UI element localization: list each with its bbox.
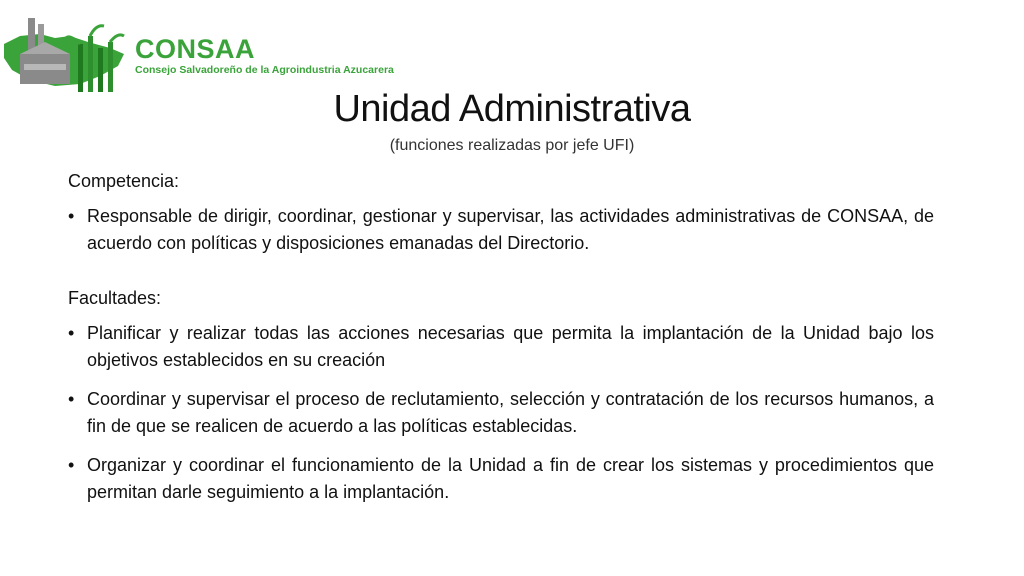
facultades-item: • Organizar y coordinar el funcionamiento de la Unidad a fin de crear los sistemas y procedimientos que permitan darle seguimiento a la implantación. <box>68 452 934 506</box>
facultades-item: • Coordinar y supervisar el proceso de reclutamiento, selección y contratación de los recursos humanos, a fin de que se realicen de acuerdo a las políticas establecidas. <box>68 386 934 440</box>
competencia-heading: Competencia: <box>68 171 180 191</box>
slide-content <box>68 168 934 506</box>
facultades-heading: Facultades: <box>68 288 162 308</box>
slide-title: Unidad Administrativa <box>333 88 691 130</box>
sugar-mill-logo-icon <box>0 14 130 94</box>
competencia-item: • Responsable de dirigir, coordinar, gestionar y supervisar, las actividades administrativas de CONSAA, de acuerdo con políticas y disposiciones emanadas del Directorio. <box>68 203 934 257</box>
slide-subtitle: (funciones realizadas por jefe UFI) <box>389 137 635 154</box>
logo-name: CONSAA <box>135 34 256 64</box>
facultades-item: • Planificar y realizar todas las acciones necesarias que permita la implantación de la Unidad bajo los objetivos establecidos en su creación <box>68 320 934 374</box>
consaa-logo <box>0 14 430 94</box>
logo-tagline: Consejo Salvadoreño de la Agroindustria Azucarera <box>135 64 394 76</box>
